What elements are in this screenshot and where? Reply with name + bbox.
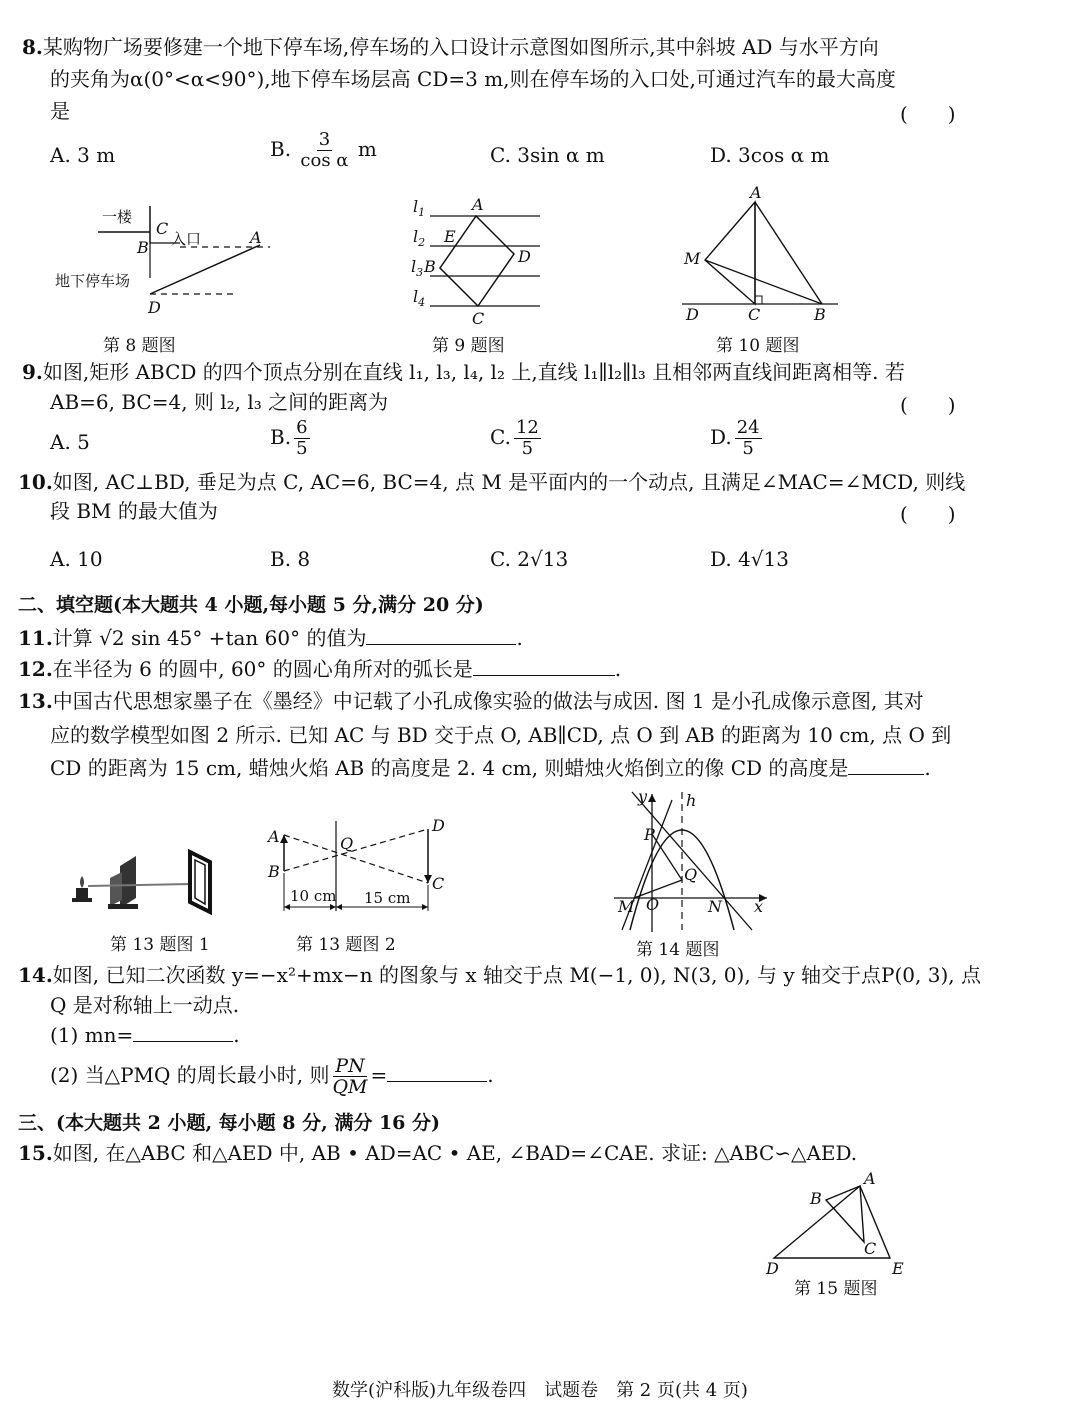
q14-part1-blank[interactable] [133, 1023, 233, 1042]
q8-text-1: 某购物广场要修建一个地下停车场,停车场的入口设计示意图如图所示,其中斜坡 AD 与水平方向 [42, 35, 879, 59]
candle-icon [72, 876, 92, 902]
fig13b-label-c: C [432, 874, 445, 893]
fig15-label-a: A [864, 1169, 876, 1188]
q14-line1 [18, 962, 981, 988]
q15-number: 15. [18, 1141, 53, 1165]
q9-option-a: A. 5 [50, 430, 90, 454]
q14-part2-blank[interactable] [387, 1063, 487, 1082]
fig10-label-a: A [750, 183, 762, 202]
fig13b-label-q: Q [340, 834, 354, 853]
q11 [18, 625, 523, 651]
q10-option-c: C. 2√13 [490, 547, 569, 571]
fig14-label-y: y [638, 787, 648, 806]
q12-text: 在半径为 6 的圆中, 60° 的圆心角所对的弧长是 [52, 657, 473, 681]
figure-13-1-caption: 第 13 题图 1 [110, 935, 210, 955]
q10-option-a: A. 10 [50, 547, 103, 571]
figure-8 [50, 198, 290, 323]
fig9-l3-label: $l_3$ [411, 257, 424, 279]
fig13b-distance-1: 10 cm [290, 887, 337, 905]
figure-8-caption: 第 8 题图 [103, 336, 176, 356]
q12-number: 12. [18, 657, 53, 681]
fig10-label-d: D [686, 305, 699, 324]
fig8-floor1-label: 一楼 [102, 208, 133, 226]
fraction-numerator: 3 [318, 129, 331, 150]
q13-end: . [924, 756, 931, 780]
q10-line1 [18, 469, 965, 495]
fig14-label-p: P [644, 825, 655, 844]
q9-option-c-label: C. [490, 425, 511, 449]
q14-part2-text: (2) 当△PMQ 的周长最小时, 则 [50, 1063, 330, 1087]
q12-end: . [614, 657, 622, 681]
figure-15-caption: 第 15 题图 [794, 1279, 878, 1299]
q8-line2: 的夹角为α(0°<α<90°),地下停车场层高 CD=3 m,则在停车场的入口处,可通过汽车的最大高度 [50, 67, 896, 91]
q13-line1 [18, 688, 924, 714]
figure-13-2 [264, 815, 464, 920]
fraction-denominator: 5 [521, 438, 534, 459]
fig8-label-a: A [250, 228, 262, 247]
fig10-label-m: M [684, 249, 701, 268]
fig10-label-b: B [814, 305, 826, 324]
figure-15 [760, 1168, 920, 1278]
fig8-label-d: D [148, 298, 161, 317]
fig9-label-d: D [518, 247, 531, 266]
q15-text: 如图, 在△ABC 和△AED 中, AB • AD=AC • AE, ∠BAD=∠CAE. 求证: △ABC∽△AED. [52, 1141, 858, 1165]
fig13b-distance-2: 15 cm [364, 889, 411, 907]
q13-text-1: 中国古代思想家墨子在《墨经》中记载了小孔成像实验的做法与成因. 图 1 是小孔成像示意图, 其对 [52, 689, 924, 713]
q13-number: 13. [18, 689, 53, 713]
fig9-label-c: C [472, 309, 485, 328]
q14-text-1: 如图, 已知二次函数 y=−x²+mx−n 的图象与 x 轴交于点 M(−1, 0), N(3, 0), 与 y 轴交于点P(0, 3), 点 [52, 963, 981, 987]
q14-part2 [50, 1052, 494, 1098]
fig15-label-b: B [810, 1189, 822, 1208]
fig8-garage-label: 地下停车场 [55, 272, 131, 290]
q8-line1 [22, 34, 879, 60]
q10-number: 10. [18, 470, 53, 494]
pinhole-board-icon [108, 856, 138, 909]
fig10-label-c: C [748, 305, 761, 324]
figure-14-caption: 第 14 题图 [636, 940, 720, 960]
q11-number: 11. [18, 626, 53, 650]
q9-text-1: 如图,矩形 ABCD 的四个顶点分别在直线 l₁, l₃, l₄, l₂ 上,直线 l₁∥l₂∥l₃ 且相邻两直线间距离相等. 若 [42, 360, 905, 384]
q8-option-d: D. 3cos α m [710, 143, 830, 167]
q14-part1-end: . [233, 1023, 240, 1047]
q12 [18, 656, 621, 682]
q14-part2-equals: = [370, 1063, 388, 1087]
q9-option-c [490, 418, 544, 459]
fig14-label-n: N [708, 897, 722, 916]
figure-10-caption: 第 10 题图 [716, 336, 800, 356]
fraction-numerator: 6 [296, 417, 308, 438]
q10-answer-paren: ( ) [900, 502, 956, 526]
q9-option-d-fraction [735, 418, 762, 459]
q9-option-d-label: D. [710, 425, 732, 449]
fig8-label-b: B [137, 238, 149, 257]
q9-option-b [270, 418, 313, 459]
figure-9-caption: 第 9 题图 [432, 336, 505, 356]
figure-14 [612, 787, 772, 935]
q11-answer-blank[interactable] [366, 626, 516, 645]
fig14-label-q: Q [684, 865, 698, 884]
q14-line2: Q 是对称轴上一动点. [50, 993, 240, 1017]
fig13b-label-a: A [268, 827, 280, 846]
q10-option-d: D. 4√13 [710, 547, 789, 571]
q10-line2: 段 BM 的最大值为 [50, 499, 218, 523]
q14-part1 [50, 1022, 240, 1048]
figure-10 [680, 183, 840, 326]
q12-answer-blank[interactable] [473, 657, 615, 676]
figure-9 [408, 196, 548, 326]
figure-13-2-caption: 第 13 题图 2 [296, 935, 396, 955]
fig15-label-c: C [864, 1239, 877, 1258]
q10-text-1: 如图, AC⊥BD, 垂足为点 C, AC=6, BC=4, 点 M 是平面内的一个动点, 且满足∠MAC=∠MCD, 则线 [52, 470, 966, 494]
figure-13-1 [70, 838, 220, 918]
q14-part2-fraction [332, 1056, 367, 1097]
fraction-numerator: 12 [515, 417, 539, 438]
q8-number: 8. [22, 35, 43, 59]
q14-part2-end: . [487, 1063, 494, 1087]
page-footer: 数学(沪科版)九年级卷四 试题卷 第 2 页(共 4 页) [332, 1380, 748, 1401]
q13-line3 [50, 755, 931, 781]
q13-text-3: CD 的距离为 15 cm, 蜡烛火焰 AB 的高度是 2. 4 cm, 则蜡烛火焰倒立的像 CD 的高度是 [50, 756, 849, 780]
q9-line2: AB=6, BC=4, 则 l₂, l₃ 之间的距离为 [50, 390, 389, 414]
fraction-denominator: QM [332, 1076, 368, 1098]
q8-option-b-label: B. [270, 137, 292, 161]
fig13b-label-d: D [432, 816, 445, 835]
q9-line1 [22, 359, 905, 385]
q8-option-a: A. 3 m [50, 143, 116, 167]
fig9-l2-label: $l_2$ [413, 227, 426, 249]
q10-option-b: B. 8 [270, 547, 311, 571]
q8-option-c: C. 3sin α m [490, 143, 605, 167]
q8-option-b [270, 130, 377, 171]
q14-part1-text: (1) mn= [50, 1023, 134, 1047]
fig14-label-x: x [754, 897, 764, 916]
q15 [18, 1140, 857, 1166]
section-3-title: 三、(本大题共 2 小题, 每小题 8 分, 满分 16 分) [18, 1112, 441, 1134]
q9-number: 9. [22, 360, 43, 384]
q8-line3: 是 [50, 99, 70, 123]
fig9-label-e: E [444, 227, 456, 246]
q9-answer-paren: ( ) [900, 393, 956, 417]
fig15-label-e: E [892, 1259, 904, 1278]
q9-option-d [710, 418, 765, 459]
q11-end: . [516, 626, 523, 650]
q9-option-c-fraction [514, 418, 541, 459]
fig15-label-d: D [766, 1259, 779, 1278]
screen-icon [190, 852, 210, 912]
fig8-label-c: C [156, 219, 169, 238]
q11-text: 计算 √2 sin 45° +tan 60° 的值为 [52, 626, 367, 650]
fig8-entrance-label: 入口 [171, 230, 202, 248]
q8-option-b-unit: m [357, 137, 377, 161]
q13-answer-blank[interactable] [848, 756, 924, 775]
q8-option-b-fraction [300, 130, 348, 171]
q13-line2: 应的数学模型如图 2 所示. 已知 AC 与 BD 交于点 O, AB∥CD, 点 O 到 AB 的距离为 10 cm, 点 O 到 [50, 723, 952, 747]
fig9-label-a: A [472, 195, 484, 214]
fig9-l1-label: $l_1$ [413, 197, 426, 219]
section-2-title: 二、填空题(本大题共 4 小题,每小题 5 分,满分 20 分) [18, 594, 484, 616]
q14-number: 14. [18, 963, 53, 987]
fig9-l4-label: $l_4$ [413, 287, 426, 309]
fraction-denominator: 5 [296, 438, 308, 459]
fraction-numerator: 24 [736, 417, 760, 438]
fig14-label-o: O [646, 895, 660, 914]
q9-option-b-fraction [294, 418, 309, 459]
fraction-denominator: 5 [742, 438, 754, 459]
fig14-label-m: M [618, 897, 635, 916]
fig14-label-h: h [686, 791, 697, 810]
fraction-numerator: PN [335, 1055, 365, 1077]
fig9-label-b: B [424, 257, 436, 276]
q8-answer-paren: ( ) [900, 102, 956, 126]
q9-option-b-label: B. [270, 425, 292, 449]
fraction-denominator: cos α [300, 150, 349, 171]
fig13b-label-b: B [268, 862, 280, 881]
